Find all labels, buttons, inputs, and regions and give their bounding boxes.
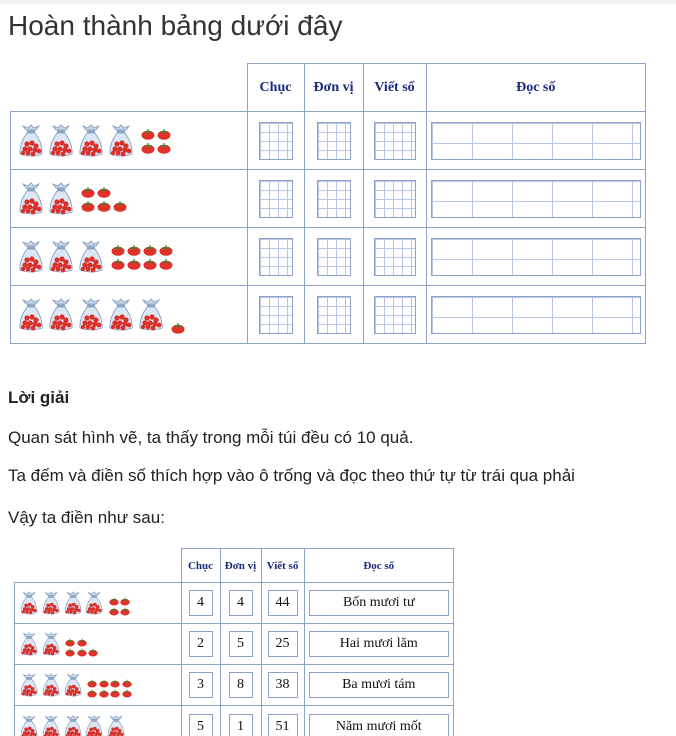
bag-of-tomatoes-icon [19, 591, 39, 615]
bag-of-tomatoes-icon [41, 591, 61, 615]
bag-of-tomatoes-icon [77, 124, 105, 158]
answer-header-read-number: Đọc số [304, 549, 454, 583]
bag-of-tomatoes-icon [19, 673, 39, 697]
tomato-icon [99, 675, 109, 684]
tomato-icon [77, 634, 87, 643]
bag-of-tomatoes-icon [107, 298, 135, 332]
answer-header-picture [15, 549, 182, 583]
tomato-icon [81, 199, 95, 211]
top-bar [0, 0, 676, 4]
tomato-icon [109, 593, 119, 602]
tomato-icon [97, 185, 111, 197]
solution-line-2: Ta đếm và điền số thích hợp vào ô trống và đọc theo thứ tự từ trái qua phải [8, 466, 575, 485]
tomato-icon [77, 644, 87, 653]
reading-box[interactable] [431, 296, 642, 334]
bag-of-tomatoes-icon [63, 591, 83, 615]
exercise-table [10, 63, 646, 339]
tomato-icon [110, 675, 120, 684]
answer-box[interactable] [374, 122, 416, 160]
answer-picture-cell [15, 665, 182, 706]
tomato-icon [122, 685, 132, 694]
bag-of-tomatoes-icon [63, 715, 83, 736]
header-units: Đơn vị [304, 64, 363, 112]
answer-units: 1 [229, 714, 253, 736]
tomato-icon [159, 257, 173, 269]
tomato-icon [65, 634, 75, 643]
tomato-icon [110, 685, 120, 694]
bag-of-tomatoes-icon [19, 632, 39, 656]
answer-units: 4 [229, 590, 253, 616]
bag-of-tomatoes-icon [84, 591, 104, 615]
answer-number: 44 [268, 590, 298, 616]
tomato-icon [113, 199, 127, 211]
tomato-icon [87, 675, 97, 684]
answer-header-tens: Chục [181, 549, 220, 583]
answer-box[interactable] [374, 296, 416, 334]
tomato-icon [120, 593, 130, 602]
solution-line-3: Vậy ta điền như sau: [8, 508, 165, 527]
header-write-number: Viết số [363, 64, 426, 112]
header-picture [11, 64, 248, 112]
answer-picture-cell [15, 583, 182, 624]
reading-box[interactable] [431, 122, 642, 160]
answer-box[interactable] [374, 238, 416, 276]
answer-box[interactable] [259, 122, 293, 160]
tomato-icon [157, 141, 171, 153]
bag-of-tomatoes-icon [41, 715, 61, 736]
answer-box[interactable] [317, 238, 351, 276]
solution-line-1: Quan sát hình vẽ, ta thấy trong mỗi túi đều có 10 quả. [8, 428, 414, 447]
answer-units: 5 [229, 631, 253, 657]
bag-of-tomatoes-icon [77, 240, 105, 274]
answer-reading: Ba mươi tám [309, 672, 450, 698]
picture-cell [11, 112, 248, 170]
bag-of-tomatoes-icon [17, 182, 45, 216]
solution-heading: Lời giải [8, 388, 70, 407]
picture-cell [11, 286, 248, 344]
bag-of-tomatoes-icon [17, 124, 45, 158]
answer-header-units: Đơn vị [220, 549, 261, 583]
answer-number: 38 [268, 672, 298, 698]
answer-tens: 5 [189, 714, 213, 736]
bag-of-tomatoes-icon [47, 182, 75, 216]
bag-of-tomatoes-icon [47, 124, 75, 158]
answer-box[interactable] [317, 122, 351, 160]
answer-box[interactable] [374, 180, 416, 218]
tomato-icon [88, 644, 98, 653]
tomato-icon [99, 685, 109, 694]
answer-header-write-number: Viết số [261, 549, 304, 583]
bag-of-tomatoes-icon [19, 715, 39, 736]
reading-box[interactable] [431, 180, 642, 218]
tomato-icon [65, 644, 75, 653]
answer-units: 8 [229, 672, 253, 698]
tomato-icon [87, 685, 97, 694]
answer-number: 51 [268, 714, 298, 736]
bag-of-tomatoes-icon [84, 715, 104, 736]
bag-of-tomatoes-icon [106, 715, 126, 736]
answer-table [14, 548, 454, 736]
bag-of-tomatoes-icon [77, 298, 105, 332]
answer-picture-cell [15, 706, 182, 736]
answer-box[interactable] [259, 238, 293, 276]
tomato-icon [141, 127, 155, 139]
reading-box[interactable] [431, 238, 642, 276]
tomato-icon [130, 732, 140, 736]
bag-of-tomatoes-icon [137, 298, 165, 332]
bag-of-tomatoes-icon [107, 124, 135, 158]
header-tens: Chục [247, 64, 304, 112]
bag-of-tomatoes-icon [47, 298, 75, 332]
answer-picture-cell [15, 624, 182, 665]
tomato-icon [122, 675, 132, 684]
picture-cell [11, 170, 248, 228]
answer-tens: 3 [189, 672, 213, 698]
tomato-icon [159, 243, 173, 255]
tomato-icon [141, 141, 155, 153]
tomato-icon [109, 603, 119, 612]
header-read-number: Đọc số [426, 64, 646, 112]
answer-reading: Bốn mươi tư [309, 590, 450, 616]
answer-box[interactable] [259, 180, 293, 218]
answer-tens: 2 [189, 631, 213, 657]
answer-reading: Hai mươi lăm [309, 631, 450, 657]
tomato-icon [157, 127, 171, 139]
tomato-icon [171, 321, 185, 333]
tomato-icon [111, 257, 125, 269]
bag-of-tomatoes-icon [47, 240, 75, 274]
bag-of-tomatoes-icon [17, 298, 45, 332]
bag-of-tomatoes-icon [41, 673, 61, 697]
bag-of-tomatoes-icon [63, 673, 83, 697]
bag-of-tomatoes-icon [17, 240, 45, 274]
tomato-icon [81, 185, 95, 197]
tomato-icon [120, 603, 130, 612]
answer-reading: Năm mươi mốt [309, 714, 450, 736]
bag-of-tomatoes-icon [41, 632, 61, 656]
answer-box[interactable] [259, 296, 293, 334]
picture-cell [11, 228, 248, 286]
page-title: Hoàn thành bảng dưới đây [8, 10, 343, 41]
answer-box[interactable] [317, 296, 351, 334]
answer-number: 25 [268, 631, 298, 657]
tomato-icon [97, 199, 111, 211]
tomato-icon [143, 257, 157, 269]
tomato-icon [127, 257, 141, 269]
answer-box[interactable] [317, 180, 351, 218]
tomato-icon [127, 243, 141, 255]
tomato-icon [143, 243, 157, 255]
tomato-icon [111, 243, 125, 255]
answer-tens: 4 [189, 590, 213, 616]
